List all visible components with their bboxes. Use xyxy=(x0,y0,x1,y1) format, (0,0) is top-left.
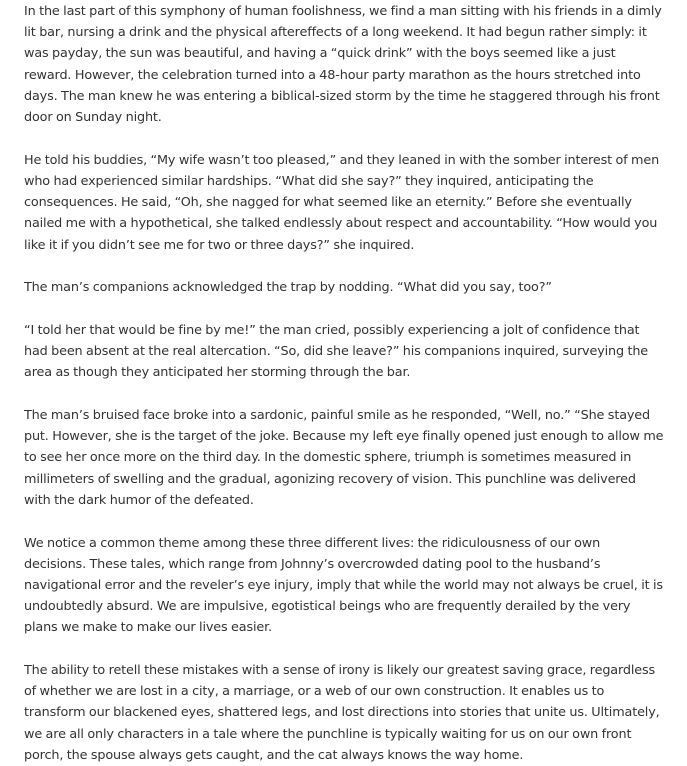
paragraph-conclusion: The ability to retell these mistakes with a sense of irony is likely our greatest saving grace, regardless of whether we are lost in a city, a marriage, or a web of our own construction. It enables us to transform our blackened eyes, shattered legs, and lost directions into stories that unite us. Ultimately, we are all only characters in a tale where the punchline is typically waiting for us on our own front porch, the spouse always gets caught, and the cat always knows the way home. xyxy=(24,663,660,763)
paragraph-wife-reaction: He told his buddies, “My wife wasn’t too pleased,” and they leaned in with the somber interest of men who had experienced similar hardships. “What did she say?” they inquired, anticipating the consequences. He said, “Oh, she nagged for what seemed like an eternity.” Before she eventually nailed me with a hypothetical, she talked endlessly about respect and accountability. “How would you like it if you didn’t see me for two or three days?” she inquired. xyxy=(24,152,660,253)
paragraph-bar-story-intro: In the last part of this symphony of human foolishness, we find a man sitting with his friends in a dimly lit bar, nursing a drink and the physical aftereffects of a long weekend. It had begun rather simply: it was payday, the sun was beautiful, and having a “quick drink” with the boys seemed like a just reward. However, the celebration turned into a 48-hour party marathon as the hours stretched into days. The man knew he was entering a biblical-sized storm by the time he staggered through his front door on Sunday night. xyxy=(24,4,662,126)
paragraph-man-reply: “I told her that would be fine by me!” the man cried, possibly experiencing a jolt of confidence that had been absent at the real altercation. “So, did she leave?” his companions inquired, surveying the area as though they anticipated her storming through the bar. xyxy=(24,322,649,381)
article-body xyxy=(24,1,664,766)
paragraph-common-theme: We notice a common theme among these three different lives: the ridiculousness of our own decisions. These tales, which range from Johnny’s overcrowded dating pool to the husband’s navigational error and the reveler’s eye injury, imply that while the world may not always be cruel, it is undoubtedly absurd. We are impulsive, egotistical beings who are frequently derailed by the very plans we make to make our lives easier. xyxy=(24,535,663,636)
paragraph-punchline: The man’s bruised face broke into a sardonic, painful smile as he responded, “Well, no.” “She stayed put. However, she is the target of the joke. Because my left eye finally opened just enough to allow me to see her once more on the third day. In the domestic sphere, triumph is sometimes measured in millimeters of swelling and the gradual, agonizing recovery of vision. This punchline was delivered with the dark humor of the defeated. xyxy=(24,408,664,508)
paragraph-companions-question: The man’s companions acknowledged the trap by nodding. “What did you say, too?” xyxy=(24,280,552,296)
